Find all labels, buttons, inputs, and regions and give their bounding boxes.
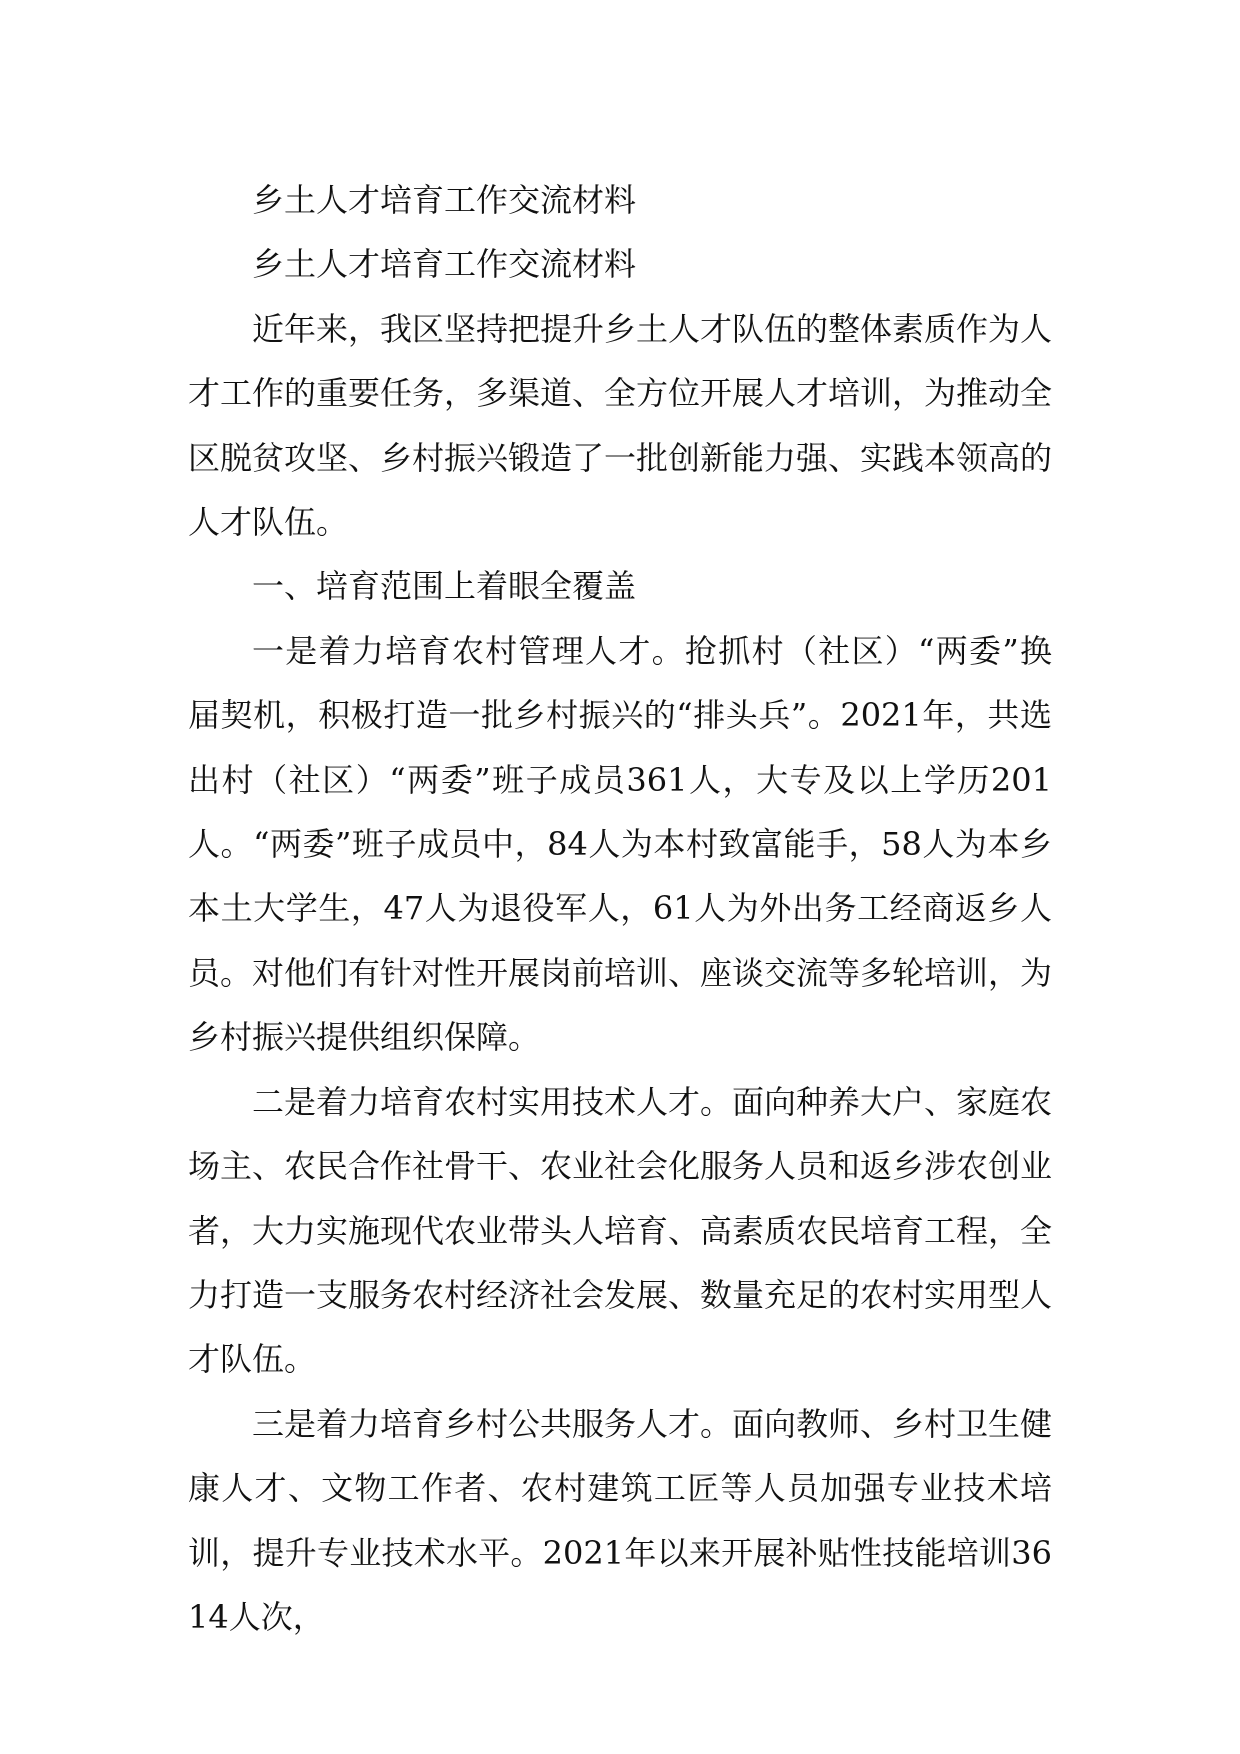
section-heading: 一、培育范围上着眼全覆盖 xyxy=(252,567,637,606)
body-paragraph-management-talent: 一是着力培育农村管理人才。抢抓村（社区）“两委”换届契机，积极打造一批乡村振兴的“排头兵”。2021年，共选出村（社区）“两委”班子成员361人，大专及以上学历201人。“两委”班子成员中，84人为本村致富能手，58人为本乡本土大学生，47人为退役军人，61人为外出务工经商返乡人员。对他们有针对性开展岗前培训、座谈交流等多轮培训，为乡村振兴提供组织保障。 xyxy=(188,631,1053,1057)
document-body xyxy=(188,168,1052,1649)
body-paragraph-public-service-talent: 三是着力培育乡村公共服务人才。面向教师、乡村卫生健康人才、文物工作者、农村建筑工匠等人员加强专业技术培训，提升专业技术水平。2021年以来开展补贴性技能培训3614人次， xyxy=(188,1404,1053,1636)
document-subtitle: 乡土人才培育工作交流材料 xyxy=(252,245,637,284)
document-title: 乡土人才培育工作交流材料 xyxy=(252,181,637,219)
body-paragraph-technical-talent: 二是着力培育农村实用技术人才。面向种养大户、家庭农场主、农民合作社骨干、农业社会化服务人员和返乡涉农创业者，大力实施现代农业带头人培育、高素质农民培育工程，全力打造一支服务农村经济社会发展、数量充足的农村实用型人才队伍。 xyxy=(188,1082,1053,1379)
intro-paragraph: 近年来，我区坚持把提升乡土人才队伍的整体素质作为人才工作的重要任务，多渠道、全方位开展人才培训，为推动全区脱贫攻坚、乡村振兴锻造了一批创新能力强、实践本领高的人才队伍。 xyxy=(188,309,1053,542)
